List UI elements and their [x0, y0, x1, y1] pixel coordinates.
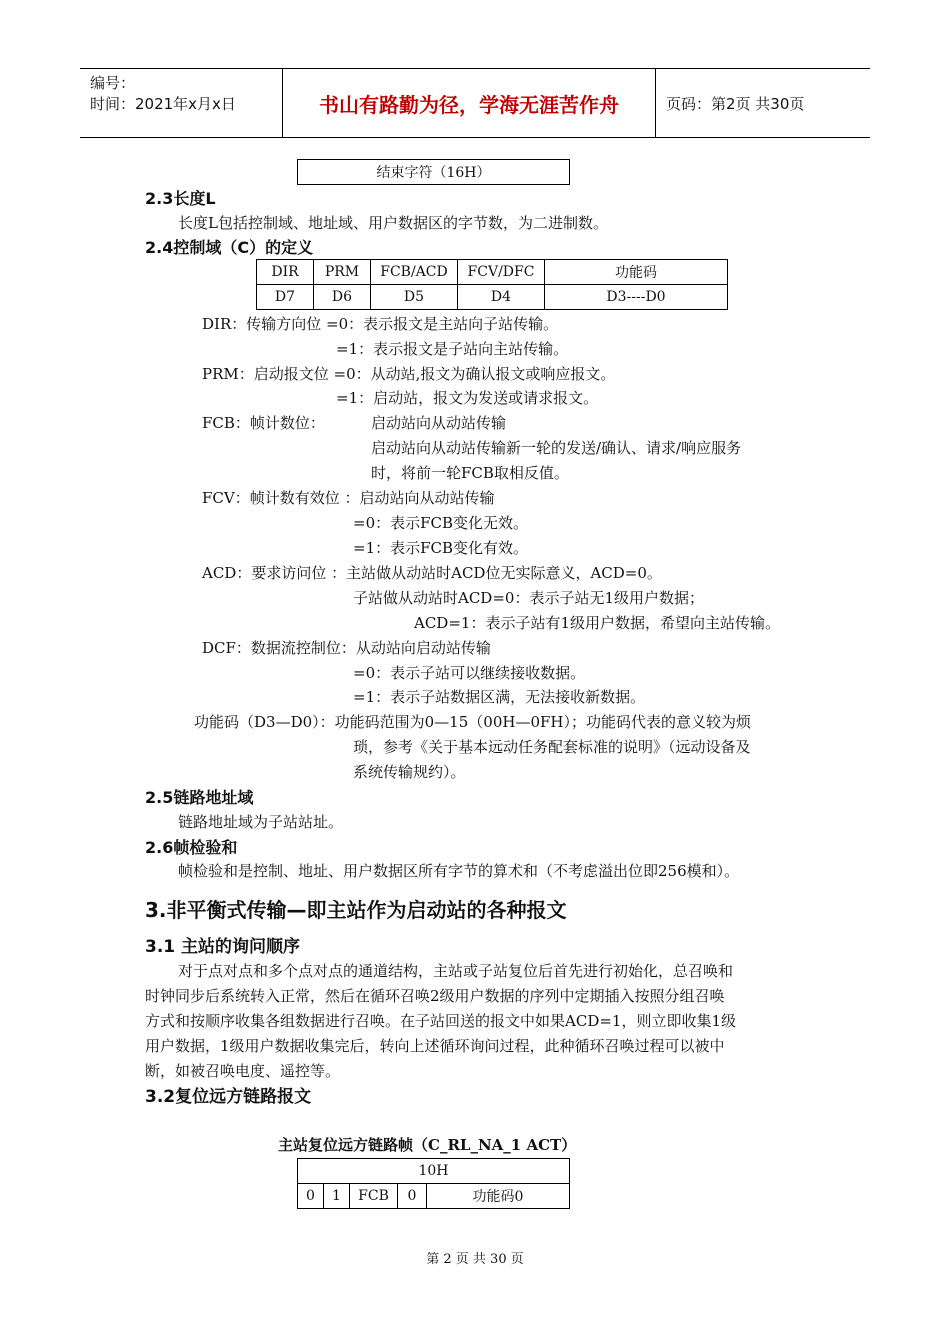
dir-line-2: =1：表示报文是子站向主站传输。 — [336, 340, 569, 358]
func-line-3: 系统传输规约）。 — [353, 763, 466, 781]
section-2-5-title: 2.5链路地址域 — [145, 788, 254, 807]
cf-name-cell: FCV/DFC — [458, 260, 545, 285]
header-meta — [80, 69, 283, 137]
section-2-5-text: 链路地址域为子站站址。 — [178, 813, 344, 831]
reset-frame-cell: 0 — [298, 1184, 324, 1209]
section-2-6-title: 2.6帧检验和 — [145, 838, 238, 857]
control-field-names-row — [257, 260, 728, 285]
dcf-line-2: =0：表示子站可以继续接收数据。 — [353, 664, 586, 682]
header-motto: 书山有路勤为径，学海无涯苦作舟 — [283, 69, 656, 137]
reset-frame-bits-row — [298, 1184, 570, 1209]
cf-bit-cell: D5 — [371, 285, 458, 310]
section-2-3-title: 2.3长度L — [145, 189, 216, 208]
fcb-line-2: 启动站向从动站传输新一轮的发送/确认、请求/响应服务 — [371, 439, 742, 457]
fcb-line-1: 启动站向从动站传输 — [371, 414, 507, 432]
section-3-1-para-line: 用户数据，1级用户数据收集完后，转向上述循环询问过程，此种循环召唤过程可以被中 — [145, 1037, 725, 1055]
acd-line-2: 子站做从动站时ACD=0：表示子站无1级用户数据； — [353, 589, 704, 607]
reset-frame-head: 10H — [298, 1159, 570, 1184]
end-char-table — [297, 159, 570, 185]
header-page-info: 页码：第2页 共30页 — [666, 94, 805, 113]
control-field-bits-row — [257, 285, 728, 310]
fcv-line-3: =1：表示FCB变化有效。 — [353, 539, 529, 557]
cf-name-cell: DIR — [257, 260, 314, 285]
section-2-3-text: 长度L包括控制域、地址域、用户数据区的字节数，为二进制数。 — [178, 214, 608, 232]
fcv-line-1: FCV：帧计数有效位 ：启动站向从动站传输 — [202, 489, 495, 507]
cf-name-cell: FCB/ACD — [371, 260, 458, 285]
dir-line-1: DIR：传输方向位 =0：表示报文是主站向子站传输。 — [202, 315, 559, 333]
section-2-4-title: 2.4控制域（C）的定义 — [145, 238, 314, 257]
func-line-2: 琐，参考《关于基本远动任务配套标准的说明》（远动设备及 — [353, 738, 751, 756]
cf-bit-cell: D7 — [257, 285, 314, 310]
section-3-2-title: 3.2复位远方链路报文 — [145, 1087, 312, 1107]
cf-bit-cell: D3----D0 — [545, 285, 728, 310]
func-line-1: 功能码（D3—D0）：功能码范围为0—15（00H—0FH）；功能码代表的意义较为烦 — [194, 713, 751, 731]
acd-line-3: ACD=1：表示子站有1级用户数据，希望向主站传输。 — [414, 614, 780, 632]
code-label: 编号： — [90, 74, 136, 92]
section-3-title: 3.非平衡式传输—即主站作为启动站的各种报文 — [145, 898, 567, 922]
page-footer: 第 2 页 共 30 页 — [426, 1252, 524, 1267]
reset-frame-cell: FCB — [350, 1184, 398, 1209]
section-3-1-para-line: 断，如被召唤电度、遥控等。 — [145, 1062, 341, 1080]
cf-bit-cell: D4 — [458, 285, 545, 310]
dcf-line-3: =1：表示子站数据区满，无法接收新数据。 — [353, 688, 646, 706]
section-3-1-para-line: 方式和按顺序收集各组数据进行召唤。在子站回送的报文中如果ACD=1，则立即收集1级 — [145, 1012, 736, 1030]
section-2-6-text: 帧检验和是控制、地址、用户数据区所有字节的算术和（不考虑溢出位即256模和）。 — [178, 862, 740, 880]
frame-title: 主站复位远方链路帧（C_RL_NA_1 ACT） — [278, 1136, 577, 1154]
fcv-line-2: =0：表示FCB变化无效。 — [353, 514, 529, 532]
section-3-1-para-line: 对于点对点和多个点对点的通道结构，主站或子站复位后首先进行初始化，总召唤和 — [178, 962, 734, 980]
section-3-1-para-line: 时钟同步后系统转入正常，然后在循环召唤2级用户数据的序列中定期插入按照分组召唤 — [145, 987, 725, 1005]
cf-bit-cell: D6 — [314, 285, 371, 310]
prm-line-2: =1：启动站，报文为发送或请求报文。 — [336, 389, 599, 407]
reset-frame-cell: 0 — [398, 1184, 427, 1209]
reset-frame-cell: 1 — [324, 1184, 350, 1209]
page-header — [80, 68, 870, 138]
prm-line-1: PRM：启动报文位 =0：从动站,报文为确认报文或响应报文。 — [202, 365, 616, 383]
control-field-table — [256, 259, 728, 310]
date-label: 时间：2021年x月x日 — [90, 95, 236, 113]
section-3-1-title: 3.1 主站的询问顺序 — [145, 937, 301, 957]
dcf-line-1: DCF：数据流控制位：从动站向启动站传输 — [202, 639, 491, 657]
acd-line-1: ACD：要求访问位 ：主站做从动站时ACD位无实际意义，ACD=0。 — [202, 564, 662, 582]
reset-frame-table — [297, 1158, 570, 1209]
cf-name-cell: PRM — [314, 260, 371, 285]
reset-frame-head-row — [298, 1159, 570, 1184]
cf-name-cell: 功能码 — [545, 260, 728, 285]
fcb-label: FCB：帧计数位： — [202, 414, 325, 432]
end-char-cell: 结束字符（16H） — [298, 160, 570, 185]
fcb-line-3: 时，将前一轮FCB取相反值。 — [371, 464, 569, 482]
reset-frame-cell: 功能码0 — [427, 1184, 570, 1209]
